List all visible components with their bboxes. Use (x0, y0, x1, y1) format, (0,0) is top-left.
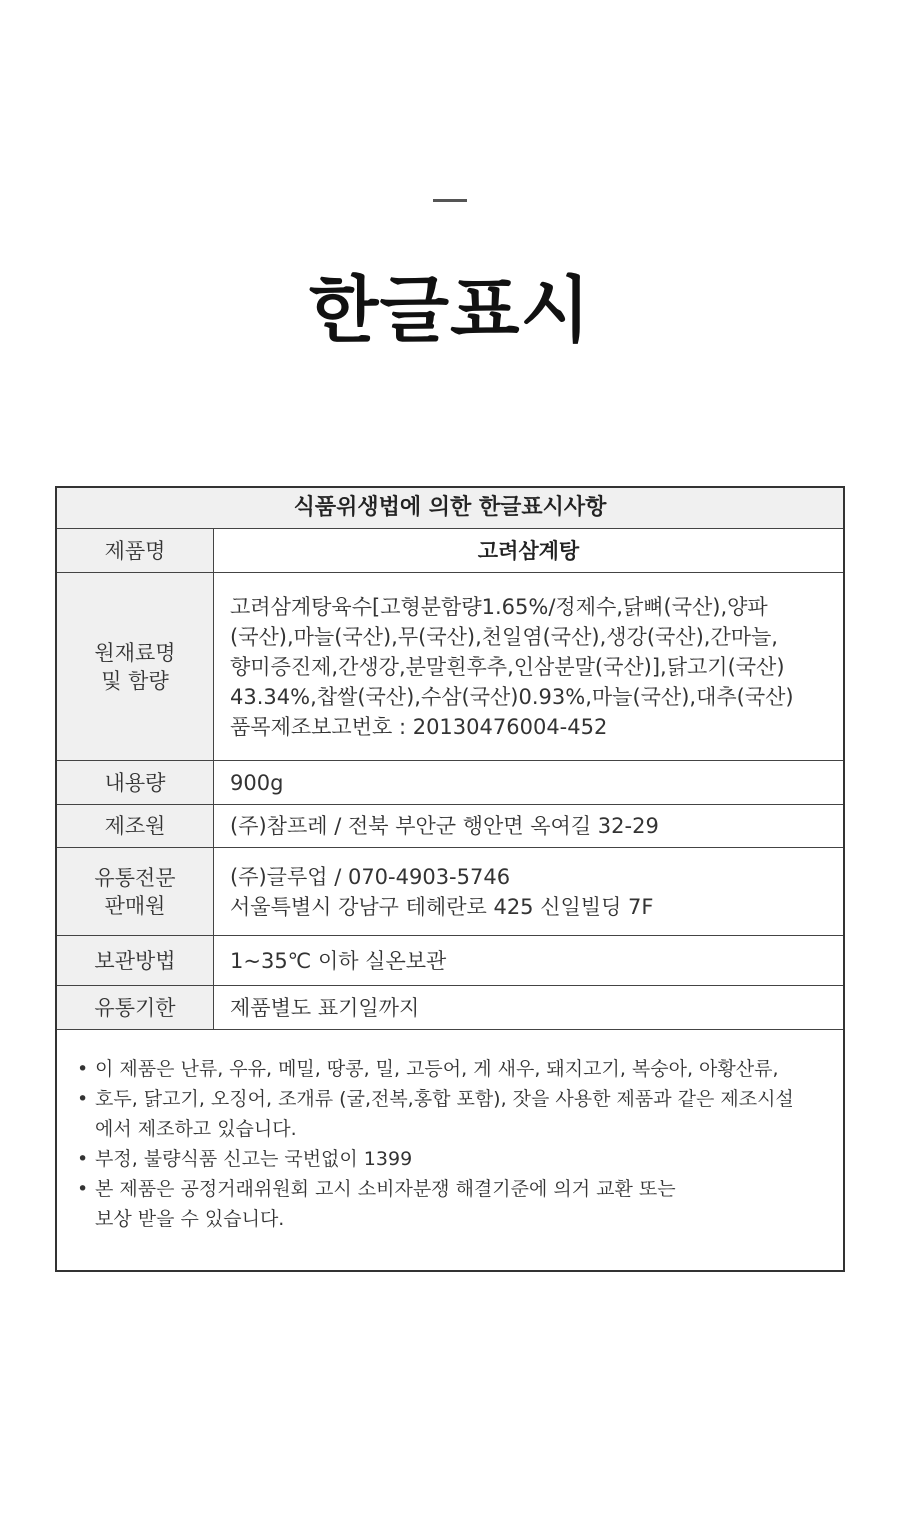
value-net-content: 900g (230, 770, 284, 795)
value-storage: 1~35℃ 이하 실온보관 (230, 948, 447, 973)
list-item: • 이 제품은 난류, 우유, 메밀, 땅콩, 밀, 고등어, 게 새우, 돼지고기, 복숭아, 아황산류, (77, 1054, 833, 1084)
row-net-content (57, 761, 843, 805)
label-manufacturer: 제조원 (57, 805, 214, 847)
row-ingredients (57, 573, 843, 761)
row-storage (57, 936, 843, 986)
label-net-content: 내용량 (57, 761, 214, 804)
list-item: • 호두, 닭고기, 오징어, 조개류 (굴,전복,홍합 포함), 잣을 사용한 제품과 같은 제조시설 에서 제조하고 있습니다. (77, 1084, 833, 1144)
value-ingredients: 고려삼계탕육수[고형분함량1.65%/정제수,닭뼈(국산),양파 (국산),마늘(국산),무(국산),천일염(국산),생강(국산),간마늘, 향미증진제,간생강,분말흰후추,인삼분말(국산)],닭고기(국산) 43.34%,찹쌀(국산),수삼(국산)0.93%,마늘(국산),대추(국산) 품목제조보고번호 : 20130476004-452 (230, 594, 794, 739)
value-product-name: 고려삼계탕 (477, 538, 580, 563)
table-header: 식품위생법에 의한 한글표시사항 (57, 488, 843, 529)
label-expiry: 유통기한 (57, 986, 214, 1029)
value-expiry: 제품별도 표기일까지 (230, 995, 420, 1020)
label-product-name: 제품명 (57, 529, 214, 572)
row-distributor (57, 848, 843, 936)
label-table (55, 486, 845, 1272)
row-manufacturer (57, 805, 843, 848)
page-title: 한글표시 (308, 268, 592, 352)
list-item: • 부정, 불량식품 신고는 국번없이 1399 (77, 1144, 833, 1174)
list-item: • 본 제품은 공정거래위원회 고시 소비자분쟁 해결기준에 의거 교환 또는 보상 받을 수 있습니다. (77, 1174, 833, 1234)
label-ingredients: 원재료명 및 함량 (57, 573, 214, 760)
notes-section (57, 1030, 843, 1234)
row-product-name (57, 529, 843, 573)
title-divider (433, 199, 467, 202)
row-expiry (57, 986, 843, 1030)
value-manufacturer: (주)참프레 / 전북 부안군 행안면 옥여길 32-29 (230, 814, 659, 838)
label-storage: 보관방법 (57, 936, 214, 985)
label-distributor: 유통전문 판매원 (57, 848, 214, 935)
value-distributor: (주)글루업 / 070-4903-5746 서울특별시 강남구 테헤란로 425 신일빌딩 7F (230, 864, 654, 919)
